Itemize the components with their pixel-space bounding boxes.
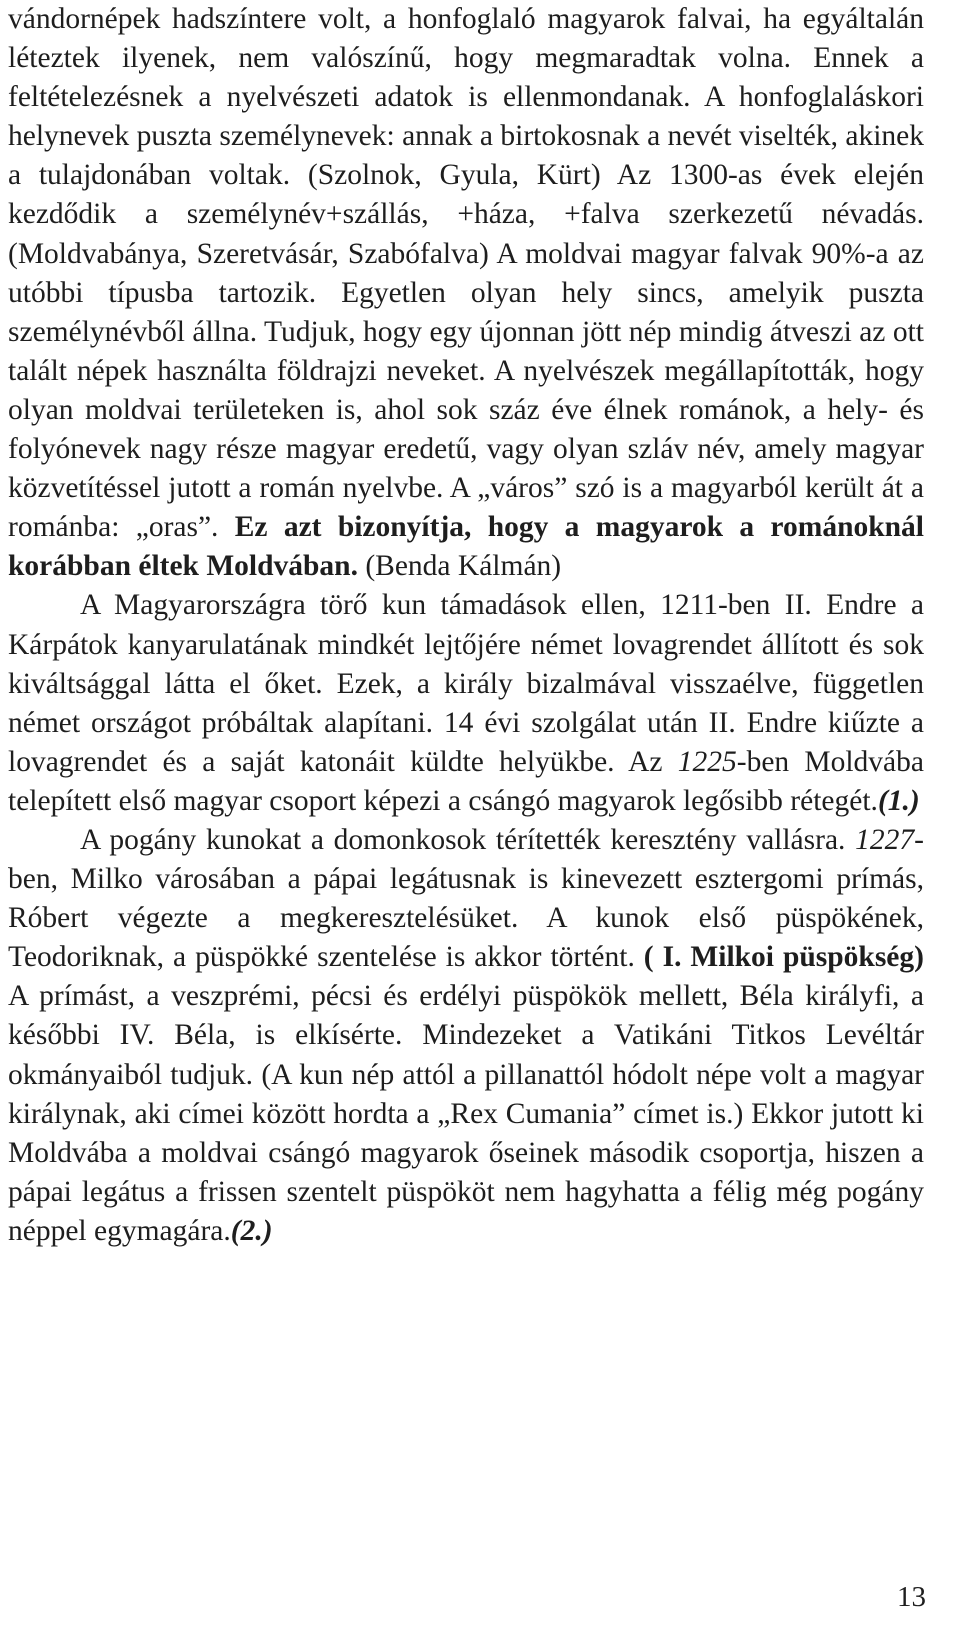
paragraph-moldavian-place-names bbox=[8, 0, 924, 586]
paragraph-text: -ben Moldvába telepített első magyar csoport képezi a csángó magyarok legősibb rétegét. bbox=[8, 745, 924, 817]
paragraph-cuman-conversion bbox=[8, 821, 924, 1251]
bishopric-label: ( I. Milkoi püspökség) bbox=[643, 941, 924, 974]
emphasized-statement: Ez azt bizonyítja, hogy a magyarok a románoknál korábban éltek Moldvában. bbox=[8, 511, 924, 583]
page-number: 13 bbox=[897, 1581, 926, 1613]
paragraph-text: A prímást, a veszprémi, pécsi és erdélyi püspökök mellett, Béla királyfi, a későbbi IV. Béla, is elkísérte. Mindezeket a Vatikáni Titkos Levéltár okmányaiból tudjuk. (A kun nép attól a pillanattól hódolt népe volt a magyar királynak, aki címei között hordta a „Rex Cumania” címet is.) Ekkor jutott ki Moldvába a moldvai csángó magyarok őseinek második csoportja, hiszen a pápai legátus a frissen szentelt püspököt nem hagyhatta a félig még pogány néppel egymagára. bbox=[8, 980, 924, 1247]
paragraph-text: A pogány kunokat a domonkosok térítették keresztény vallásra. bbox=[80, 823, 856, 856]
document-page bbox=[8, 0, 924, 1251]
paragraph-text: vándornépek hadszíntere volt, a honfoglaló magyarok falvai, ha egyáltalán léteztek ilyenek, nem valószínű, hogy megmaradtak volna. Ennek a feltételezésnek a nyelvészeti adatok is ellenmondanak. A honfoglaláskori helynevek puszta személynevek: annak a birtokosnak a nevét viselték, akinek a tulajdonában voltak. (Szolnok, Gyula, Kürt) Az 1300-as évek elején kezdődik a személynév+szállás, +háza, +falva szerkezetű névadás. (Moldvabánya, Szeretvásár, Szabófalva) A moldvai magyar falvak 90%-a az utóbbi típusba tartozik. Egyetlen olyan hely sincs, amelyik puszta személynévből állna. Tudjuk, hogy egy újonnan jött nép mindig átveszi az ott talált népek használta földrajzi neveket. A nyelvészek megállapították, hogy olyan moldvai területeken is, ahol sok száz éve élnek románok, a hely- és folyónevek nagy része magyar eredetű, vagy olyan szláv név, amely magyar közvetítéssel jutott a román nyelvbe. A „város” szó is a magyarból került át a románba: „oras”. bbox=[8, 3, 924, 544]
paragraph-text: (Benda Kálmán) bbox=[357, 550, 562, 583]
year-highlight: 1225 bbox=[677, 745, 737, 778]
footnote-reference: (1.) bbox=[877, 784, 920, 817]
footnote-reference: (2.) bbox=[230, 1214, 273, 1247]
paragraph-text: -ben, Milko városában a pápai legátusnak is kinevezett esztergomi prímás, Róbert végezte a megkeresztelésüket. A kunok első püspökének, Teodoriknak, a püspökké szentelése is akkor történt. bbox=[8, 823, 924, 974]
paragraph-text: A Magyarországra törő kun támadások ellen, 1211-ben II. Endre a Kárpátok kanyarulatának mindkét lejtőjére német lovagrendet állított és sok kiváltsággal látta el őket. Ezek, a király bizalmával visszaélve, független német országot próbáltak alapítani. 14 évi szolgálat után II. Endre kiűzte a lovagrendet és a saját katonáit küldte helyükbe. Az bbox=[8, 589, 924, 778]
paragraph-teutonic-knights bbox=[8, 586, 924, 821]
year-highlight: 1227 bbox=[855, 823, 915, 856]
